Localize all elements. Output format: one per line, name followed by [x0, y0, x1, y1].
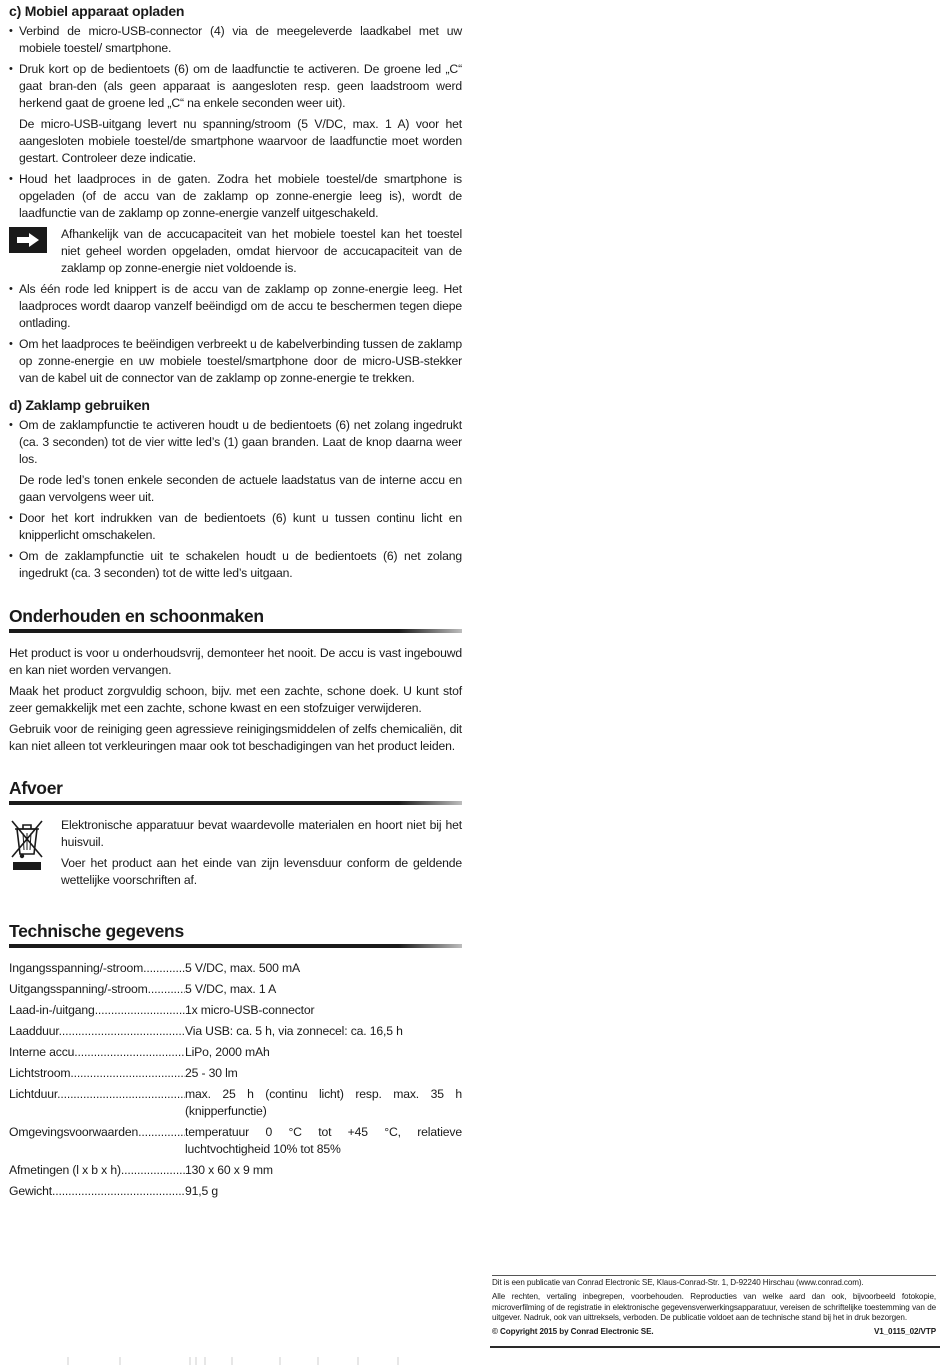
spec-row	[9, 1162, 462, 1179]
spec-row	[9, 1002, 462, 1019]
imprint-publisher: Dit is een publicatie van Conrad Electronic SE, Klaus-Conrad-Str. 1, D-92240 Hirschau (www.conrad.com).	[492, 1278, 864, 1287]
heading-rule	[9, 629, 462, 633]
imprint-bottom-row	[492, 1327, 936, 1338]
maintenance-p1: Het product is voor u onderhoudsvrij, demonteer het nooit. De accu is vast ingebouwd en kan niet worden vervangen.	[9, 646, 462, 677]
disposal-block	[9, 817, 462, 893]
section-c-bullet-2: • Druk kort op de bedientoets (6) om de laadfunctie te activeren. De groene led „C“ gaat bran-den (als geen apparaat is aangesloten resp. geen laadstroom werd herkend gaat de groene led „C“ na enkele seconden weer uit).	[9, 61, 462, 112]
arrow-right-icon	[9, 227, 47, 253]
spec-value: Via USB: ca. 5 h, via zonnecel: ca. 16,5 h	[185, 1024, 403, 1038]
section-c-title: c) Mobiel apparaat opladen	[9, 3, 185, 19]
spec-value: LiPo, 2000 mAh	[185, 1045, 270, 1059]
disposal-p1: Elektronische apparatuur bevat waardevolle materialen en hoort niet bij het huisvuil.	[61, 818, 462, 849]
maintenance-p2: Maak het product zorgvuldig schoon, bijv. met een zachte, schone doek. U kunt stof zeer gemakkelijk met een zachte, schone kwast en een stofzuiger verwijderen.	[9, 684, 462, 715]
crossed-bin-icon	[9, 817, 47, 893]
section-c-indent-1: De micro-USB-uitgang levert nu spanning/stroom (5 V/DC, max. 1 A) voor het aangesloten mobiele toestel/de smartphone waarvoor de laadfunctie moet worden gestart. Controleer deze indicatie.	[19, 117, 462, 165]
specs-table	[9, 960, 462, 1200]
section-c-bullet-1: • Verbind de micro-USB-connector (4) via de meegeleverde laadkabel met uw mobiele toestel/ smartphone.	[9, 23, 462, 57]
spec-row	[9, 981, 462, 998]
spec-key: Interne accu .....	[9, 1044, 185, 1061]
spec-value: 91,5 g	[185, 1184, 218, 1198]
crop-marks	[0, 1352, 420, 1360]
spec-value: 1x micro-USB-connector	[185, 1003, 315, 1017]
spec-key: Lichtstroom .....	[9, 1065, 185, 1082]
section-c-bullet-5: • Om het laadproces te beëindigen verbreekt u de kabelverbinding tussen de zaklamp op zonne-energie en uw mobiele toestel/smartphone door de micro-USB-stekker van de kabel uit de connector van de zaklamp op zonne-energie te trekken.	[9, 336, 462, 387]
section-d-bullet-3: • Om de zaklampfunctie uit te schakelen houdt u de bedientoets (6) net zolang ingedrukt (ca. 3 seconden) tot de witte led’s uitgaan.	[9, 548, 462, 582]
spec-row	[9, 1044, 462, 1061]
disposal-heading	[9, 778, 462, 809]
spec-row	[9, 1023, 462, 1040]
specs-title: Technische gegevens	[9, 921, 184, 941]
spec-row	[9, 1065, 462, 1082]
disposal-title: Afvoer	[9, 778, 63, 798]
imprint-version: V1_0115_02/VTP	[873, 1327, 936, 1337]
spec-key: Laad-in-/uitgang .....	[9, 1002, 185, 1019]
heading-rule	[9, 944, 462, 948]
specs-heading	[9, 921, 462, 952]
spec-key: Laadduur .....	[9, 1023, 185, 1040]
maintenance-title: Onderhouden en schoonmaken	[9, 606, 264, 626]
footer-rule	[490, 1346, 940, 1348]
spec-value: 130 x 60 x 9 mm	[185, 1163, 273, 1177]
spec-row	[9, 1086, 462, 1120]
section-c-bullet-3: • Houd het laadproces in de gaten. Zodra het mobiele toestel/de smartphone is opgeladen (of de accu van de zaklamp op zonne-energie leeg is), wordt de laadfunctie van de zaklamp op zonne-energie vanzelf uitgeschakeld.	[9, 171, 462, 222]
section-d-indent-1: De rode led’s tonen enkele seconden de actuele laadstatus van de interne accu en gaan vervolgens weer uit.	[19, 473, 462, 504]
note-text: Afhankelijk van de accucapaciteit van het mobiele toestel kan het toestel niet geheel worden opgeladen, omdat hiervoor de accucapaciteit van de zaklamp op zonne-energie niet voldoende is.	[61, 227, 462, 275]
maintenance-p3: Gebruik voor de reiniging geen agressieve reinigingsmiddelen of zelfs chemicaliën, dit kan niet alleen tot verkleuringen maar ook tot beschadigingen van het product leiden.	[9, 722, 462, 753]
imprint-rights: Alle rechten, vertaling inbegrepen, voorbehouden. Reproducties van welke aard dan ook, bijvoorbeeld fotokopie, microverfilming of de registratie in elektronische gegevensverwerkingsapparatuur, vereisen de schriftelijke toestemming van de uitgever. Nadruk, ook van uittreksels, verboden. De publicatie voldoet aan de technische stand bij het in druk bezorgen.	[492, 1291, 936, 1323]
spec-key: Ingangsspanning/-stroom .....	[9, 960, 185, 977]
spec-value: max. 25 h (continu licht) resp. max. 35 h (knipperfunctie)	[185, 1087, 462, 1118]
imprint-footer	[492, 1275, 936, 1338]
spec-row	[9, 1124, 462, 1158]
heading-rule	[9, 801, 462, 805]
section-c-bullet-4: • Als één rode led knippert is de accu van de zaklamp op zonne-energie leeg. Het laadproces wordt daarop vanzelf beëindigd om de accu te beschermen tegen diepe ontlading.	[9, 281, 462, 332]
disposal-p2: Voer het product aan het einde van zijn levensduur conform de geldende wettelijke voorschriften af.	[61, 856, 462, 887]
spec-row	[9, 960, 462, 977]
section-d-title: d) Zaklamp gebruiken	[9, 397, 150, 413]
spec-key: Gewicht .....	[9, 1183, 185, 1200]
imprint-copyright: © Copyright 2015 by Conrad Electronic SE.	[492, 1327, 654, 1337]
spec-value: 5 V/DC, max. 500 mA	[185, 961, 301, 975]
note-block	[9, 226, 462, 277]
spec-row	[9, 1183, 462, 1200]
spec-key: Lichtduur .....	[9, 1086, 185, 1120]
spec-value: 5 V/DC, max. 1 A	[185, 982, 277, 996]
spec-value: temperatuur 0 °C tot +45 °C, relatieve luchtvochtigheid 10% tot 85%	[185, 1125, 462, 1156]
section-d-bullet-1: • Om de zaklampfunctie te activeren houdt u de bedientoets (6) net zolang ingedrukt (ca. 3 seconden) tot de vier witte led’s (1) gaan branden. Laat de knop daarna weer los.	[9, 417, 462, 468]
spec-key: Omgevingsvoorwaarden .....	[9, 1124, 185, 1158]
spec-value: 25 - 30 lm	[185, 1066, 238, 1080]
spec-key: Afmetingen (l x b x h) .....	[9, 1162, 185, 1179]
section-d-bullet-2: • Door het kort indrukken van de bedientoets (6) kunt u tussen continu licht en knipperlicht omschakelen.	[9, 510, 462, 544]
main-column	[9, 3, 462, 1204]
spec-key: Uitgangsspanning/-stroom .....	[9, 981, 185, 998]
maintenance-heading	[9, 606, 462, 637]
